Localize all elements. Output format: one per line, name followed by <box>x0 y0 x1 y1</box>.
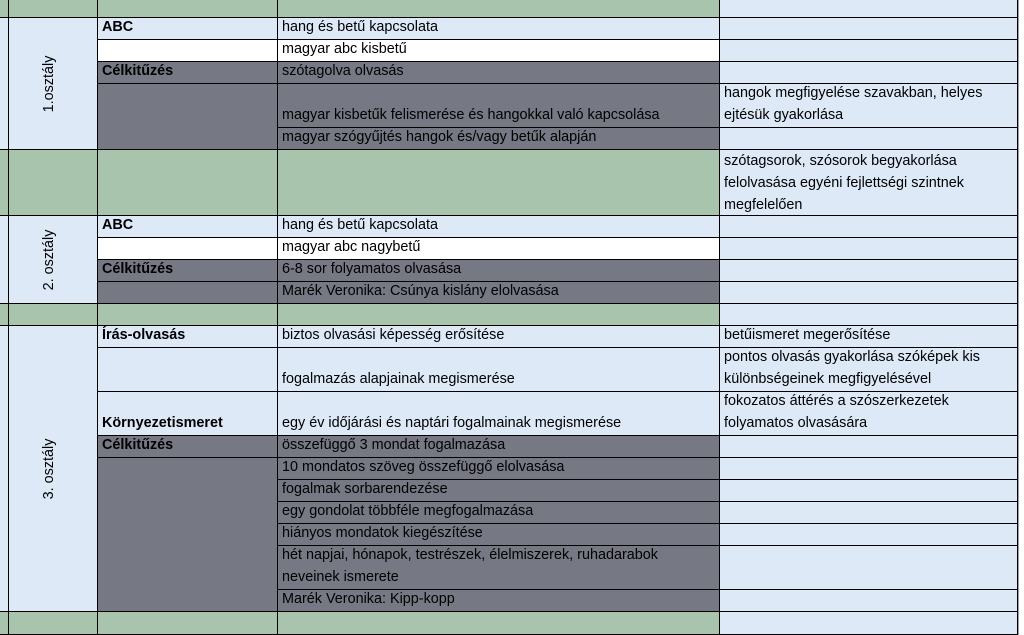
category-cell[interactable] <box>98 436 278 458</box>
cell-text: magyar kisbetűk felismerése és hangokkal való kapcsolása <box>282 107 660 123</box>
note-cell[interactable] <box>720 128 1018 150</box>
grade-cell-empty[interactable] <box>0 304 98 326</box>
content-cell[interactable] <box>278 62 720 84</box>
note-cell[interactable] <box>720 84 1018 128</box>
note-cell[interactable] <box>720 216 1018 238</box>
cell-text: szótagolva olvasás <box>282 63 404 79</box>
content-cell[interactable] <box>278 238 720 260</box>
cell-text: egy év időjárási és naptári fogalmainak megismerése <box>282 415 622 431</box>
cell-text: Marék Veronika: Kipp-kopp <box>282 591 455 607</box>
cell-text: Marék Veronika: Csúnya kislány elolvasása <box>282 283 559 299</box>
cell-text: szótagsorok, szósorok begyakorlása felolvasása egyéni fejlettségi szintnek megfelelően <box>724 153 964 213</box>
category-cell[interactable] <box>98 238 278 260</box>
cell-text: hét napjai, hónapok, testrészek, élelmiszerek, ruhadarabok neveinek ismerete <box>282 547 658 585</box>
note-cell[interactable] <box>720 348 1018 392</box>
cell-text: fogalmak sorbarendezése <box>282 481 448 497</box>
note-cell[interactable] <box>720 40 1018 62</box>
content-cell[interactable] <box>278 260 720 282</box>
note-cell[interactable] <box>720 18 1018 40</box>
content-cell[interactable] <box>278 150 720 216</box>
content-cell[interactable] <box>278 392 720 436</box>
cell-text: magyar szógyűjtés hangok és/vagy betűk alapján <box>282 129 597 145</box>
content-cell[interactable] <box>278 0 720 18</box>
cell-text: hang és betű kapcsolata <box>282 217 439 233</box>
content-cell[interactable] <box>278 612 720 635</box>
category-cell[interactable] <box>98 304 278 326</box>
cell-text: Célkitűzés <box>102 437 174 453</box>
cell-text: 10 mondatos szöveg összefüggő elolvasása <box>282 459 565 475</box>
grade-cell-empty[interactable] <box>0 612 98 635</box>
note-cell[interactable] <box>720 282 1018 304</box>
category-merged-cell[interactable] <box>98 84 278 150</box>
sheet-left-edge <box>0 0 9 635</box>
column-gridline <box>1018 0 1019 635</box>
cell-text: fokozatos áttérés a szószerkezetek folyamatos olvasására <box>724 393 949 431</box>
cell-text: Célkitűzés <box>102 63 174 79</box>
content-cell[interactable] <box>278 348 720 392</box>
content-cell[interactable] <box>278 590 720 612</box>
note-cell[interactable] <box>720 480 1018 502</box>
note-cell[interactable] <box>720 260 1018 282</box>
note-cell[interactable] <box>720 0 1018 18</box>
cell-text: összefüggő 3 mondat fogalmazása <box>282 437 506 453</box>
category-cell[interactable] <box>98 40 278 62</box>
grade-label: 1.osztály <box>40 55 57 112</box>
note-cell[interactable] <box>720 304 1018 326</box>
grade-label: 3. osztály <box>40 438 57 499</box>
note-cell[interactable] <box>720 612 1018 635</box>
category-cell[interactable] <box>98 348 278 392</box>
note-cell[interactable] <box>720 590 1018 612</box>
category-cell[interactable] <box>98 216 278 238</box>
cell-text: 6-8 sor folyamatos olvasása <box>282 261 462 277</box>
note-cell[interactable] <box>720 502 1018 524</box>
content-cell[interactable] <box>278 480 720 502</box>
content-cell[interactable] <box>278 282 720 304</box>
content-cell[interactable] <box>278 84 720 128</box>
cell-text: hang és betű kapcsolata <box>282 19 439 35</box>
note-cell[interactable] <box>720 458 1018 480</box>
content-cell[interactable] <box>278 326 720 348</box>
category-cell[interactable] <box>98 392 278 436</box>
note-cell[interactable] <box>720 150 1018 216</box>
note-cell[interactable] <box>720 546 1018 590</box>
grade-cell-empty[interactable] <box>0 0 98 18</box>
content-cell[interactable] <box>278 502 720 524</box>
cell-text: betűismeret megerősítése <box>724 327 891 343</box>
grade-label: 2. osztály <box>40 229 57 290</box>
cell-text: ABC <box>102 19 134 35</box>
content-cell[interactable] <box>278 546 720 590</box>
cell-text: Célkitűzés <box>102 261 174 277</box>
cell-text: Környezetismeret <box>102 415 223 431</box>
content-cell[interactable] <box>278 216 720 238</box>
grade-cell-empty[interactable] <box>0 150 98 216</box>
content-cell[interactable] <box>278 436 720 458</box>
content-cell[interactable] <box>278 304 720 326</box>
grade-label-cell[interactable] <box>0 18 98 150</box>
note-cell[interactable] <box>720 326 1018 348</box>
note-cell[interactable] <box>720 62 1018 84</box>
note-cell[interactable] <box>720 392 1018 436</box>
cell-text: Írás-olvasás <box>102 327 186 343</box>
cell-text: magyar abc kisbetű <box>282 41 407 57</box>
cell-text: hangok megfigyelése szavakban, helyes ejtésük gyakorlása <box>724 85 983 123</box>
content-cell[interactable] <box>278 128 720 150</box>
category-merged-cell[interactable] <box>98 282 278 304</box>
note-cell[interactable] <box>720 436 1018 458</box>
grade-label-cell[interactable] <box>0 216 98 304</box>
category-cell[interactable] <box>98 612 278 635</box>
grade-label-cell[interactable] <box>0 326 98 612</box>
category-cell[interactable] <box>98 0 278 18</box>
content-cell[interactable] <box>278 18 720 40</box>
cell-text: biztos olvasási képesség erősítése <box>282 327 505 343</box>
category-cell[interactable] <box>98 150 278 216</box>
note-cell[interactable] <box>720 524 1018 546</box>
cell-text: ABC <box>102 217 134 233</box>
cell-text: egy gondolat többféle megfogalmazása <box>282 503 534 519</box>
content-cell[interactable] <box>278 40 720 62</box>
category-cell[interactable] <box>98 18 278 40</box>
category-cell[interactable] <box>98 260 278 282</box>
category-cell[interactable] <box>98 62 278 84</box>
note-cell[interactable] <box>720 238 1018 260</box>
content-cell[interactable] <box>278 524 720 546</box>
category-merged-cell[interactable] <box>98 458 278 612</box>
cell-text: magyar abc nagybetű <box>282 239 421 255</box>
category-cell[interactable] <box>98 326 278 348</box>
cell-text: pontos olvasás gyakorlása szóképek kis különbségeinek megfigyelésével <box>724 349 980 387</box>
content-cell[interactable] <box>278 458 720 480</box>
cell-text: hiányos mondatok kiegészítése <box>282 525 483 541</box>
cell-text: fogalmazás alapjainak megismerése <box>282 371 515 387</box>
